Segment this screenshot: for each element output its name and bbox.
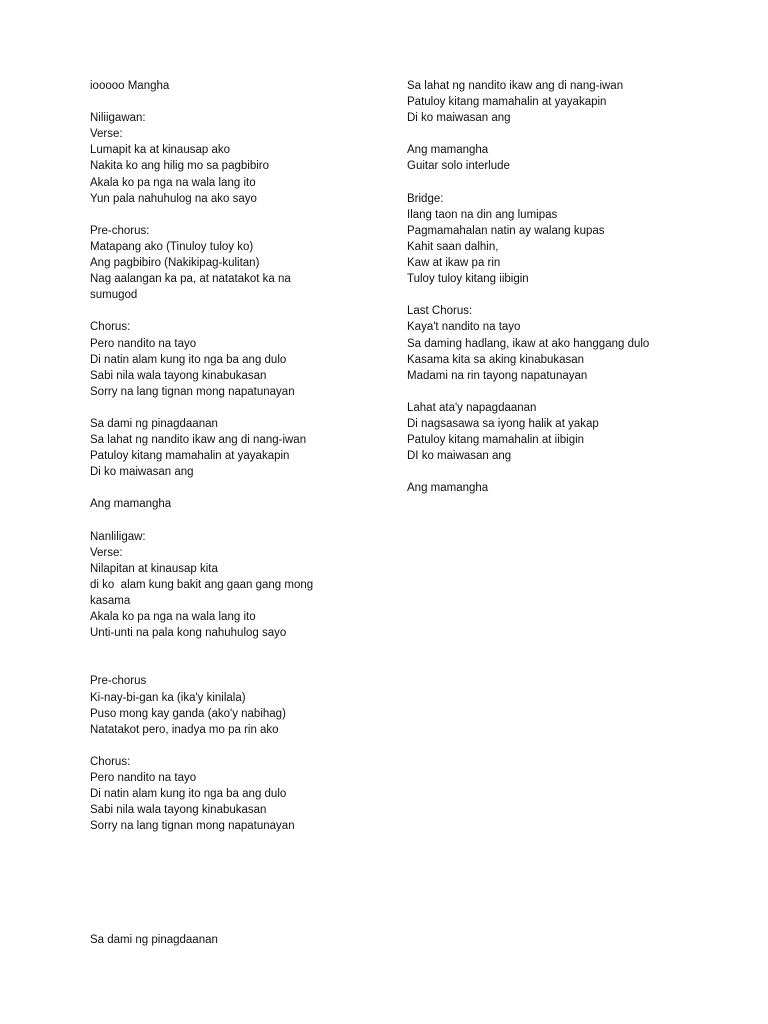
lyric-line: Ki-nay-bi-gan ka (ika'y kinilala) bbox=[90, 691, 246, 704]
lyric-line: Sa lahat ng nandito ikaw ang di nang-iwan bbox=[90, 434, 307, 447]
lyric-line: Kahit saan dalhin, bbox=[407, 240, 499, 253]
lyric-line: Sorry na lang tignan mong napatunayan bbox=[90, 820, 295, 833]
lyric-line: kasama bbox=[90, 595, 131, 607]
lyric-line: Akala ko pa nga na wala lang ito bbox=[90, 176, 256, 189]
lyric-line bbox=[407, 126, 707, 142]
lyric-line: Patuloy kitang mamahalin at yayakapin bbox=[90, 450, 290, 463]
lyric-line: Sa dami ng pinagdaanan bbox=[90, 934, 218, 946]
lyric-line bbox=[90, 641, 390, 657]
lyric-line: Pero nandito na tayo bbox=[90, 772, 197, 785]
section-heading: Chorus: bbox=[90, 755, 131, 768]
lyric-line bbox=[90, 480, 390, 496]
lyric-line: Guitar solo interlude bbox=[407, 160, 510, 173]
lyric-line bbox=[407, 464, 707, 480]
lyric-line bbox=[90, 738, 390, 754]
lyric-line bbox=[407, 287, 707, 303]
lyric-line: di ko alam kung bakit ang gaan gang mong bbox=[90, 578, 314, 591]
lyric-line: sumugod bbox=[90, 289, 138, 302]
song-title: iooooo Mangha bbox=[90, 80, 170, 92]
lyric-line bbox=[90, 400, 390, 416]
lyric-line: Nakita ko ang hilig mo sa pagbibiro bbox=[90, 160, 269, 173]
lyric-line: Ang mamangha bbox=[407, 482, 489, 495]
lyric-line bbox=[407, 384, 707, 400]
lyric-line: Sa dami ng pinagdaanan bbox=[90, 417, 218, 430]
lyric-line: Matapang ako (Tinuloy tuloy ko) bbox=[90, 240, 254, 253]
lyrics-page-tail bbox=[90, 932, 218, 948]
section-heading: Verse: bbox=[90, 128, 123, 141]
lyric-line: Nilapitan at kinausap kita bbox=[90, 562, 218, 575]
lyric-line: Sabi nila wala tayong kinabukasan bbox=[90, 804, 267, 817]
section-heading: Verse: bbox=[90, 546, 123, 559]
lyric-line bbox=[90, 513, 390, 529]
lyric-line: Patuloy kitang mamahalin at yayakapin bbox=[407, 96, 607, 109]
lyric-line: Sabi nila wala tayong kinabukasan bbox=[90, 369, 267, 382]
lyric-line: Nag aalangan ka pa, at natatakot ka na bbox=[90, 273, 291, 286]
section-heading: Last Chorus: bbox=[407, 305, 473, 318]
lyric-line bbox=[407, 175, 707, 191]
lyric-line: Ang pagbibiro (Nakikipag-kulitan) bbox=[90, 257, 260, 270]
lyric-line: Patuloy kitang mamahalin at iibigin bbox=[407, 434, 585, 447]
lyric-line: Kaw at ikaw pa rin bbox=[407, 257, 501, 270]
lyric-line: DI ko maiwasan ang bbox=[407, 450, 512, 463]
lyric-line: Sa daming hadlang, ikaw at ako hanggang dulo bbox=[407, 337, 650, 350]
lyric-line: Ang mamangha bbox=[407, 144, 489, 157]
section-heading: Pre-chorus: bbox=[90, 224, 150, 237]
lyric-line: Di ko maiwasan ang bbox=[90, 466, 194, 479]
lyric-line: Di natin alam kung ito nga ba ang dulo bbox=[90, 353, 287, 366]
lyric-line bbox=[90, 94, 390, 110]
section-heading: Nanliligaw: bbox=[90, 530, 146, 543]
section-heading: Niliigawan: bbox=[90, 112, 146, 125]
lyrics-right-column bbox=[407, 78, 707, 496]
lyric-line: Ilang taon na din ang lumipas bbox=[407, 208, 558, 221]
lyric-line: Di natin alam kung ito nga ba ang dulo bbox=[90, 788, 287, 801]
lyric-line: Ang mamangha bbox=[90, 498, 172, 511]
lyric-line: Madami na rin tayong napatunayan bbox=[407, 369, 588, 382]
lyric-line: Natatakot pero, inadya mo pa rin ako bbox=[90, 723, 279, 736]
lyric-line: Sa lahat ng nandito ikaw ang di nang-iwan bbox=[407, 80, 624, 92]
lyric-line: Di nagsasawa sa iyong halik at yakap bbox=[407, 417, 599, 430]
lyric-line bbox=[90, 303, 390, 319]
lyric-line: Kaya't nandito na tayo bbox=[407, 321, 521, 334]
lyric-line: Akala ko pa nga na wala lang ito bbox=[90, 611, 256, 624]
lyric-line: Di ko maiwasan ang bbox=[407, 112, 511, 125]
lyric-line: Lahat ata'y napagdaanan bbox=[407, 401, 537, 414]
lyric-line: Kasama kita sa aking kinabukasan bbox=[407, 353, 585, 366]
lyric-line: Unti-unti na pala kong nahuhulog sayo bbox=[90, 627, 287, 640]
lyric-line bbox=[90, 207, 390, 223]
lyric-line bbox=[90, 657, 390, 673]
lyric-line: Pero nandito na tayo bbox=[90, 337, 197, 350]
lyric-line: Pagmamahalan natin ay walang kupas bbox=[407, 224, 605, 237]
lyrics-left-column bbox=[90, 78, 390, 834]
section-heading: Bridge: bbox=[407, 192, 444, 205]
lyric-line: Puso mong kay ganda (ako'y nabihag) bbox=[90, 707, 286, 720]
lyric-line: Lumapit ka at kinausap ako bbox=[90, 144, 231, 157]
lyric-line: Tuloy tuloy kitang iibigin bbox=[407, 273, 529, 286]
section-heading: Pre-chorus bbox=[90, 675, 147, 688]
lyric-line: Sorry na lang tignan mong napatunayan bbox=[90, 385, 295, 398]
section-heading: Chorus: bbox=[90, 321, 131, 334]
lyric-line: Yun pala nahuhulog na ako sayo bbox=[90, 192, 257, 205]
